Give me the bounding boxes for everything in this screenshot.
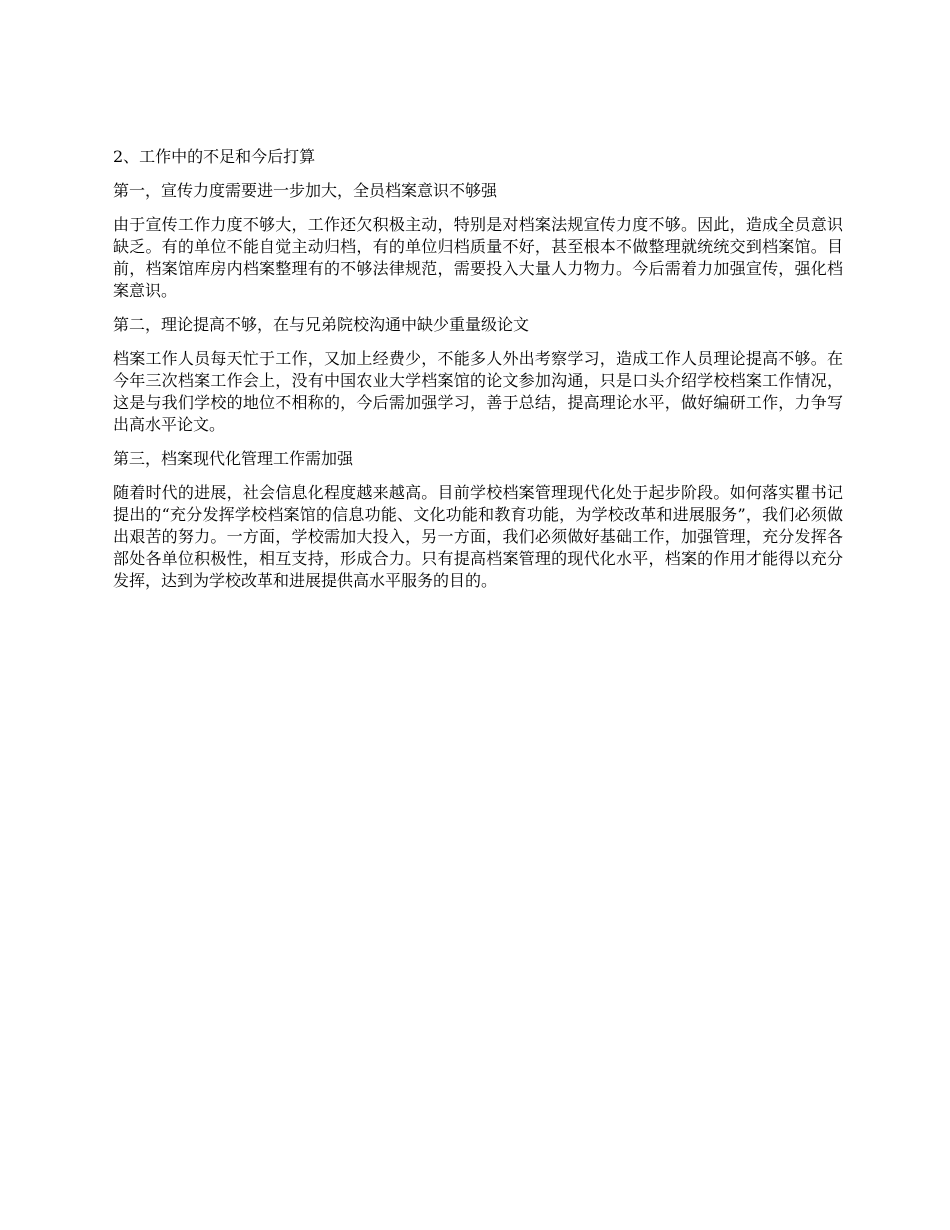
document-page [113,146,843,604]
item-heading-2: 第二，理论提高不够，在与兄弟院校沟通中缺少重量级论文 [113,315,530,334]
item-body-2: 档案工作人员每天忙于工作，又加上经费少，不能多人外出考察学习，造成工作人员理论提高不够。在今年三次档案工作会上，没有中国农业大学档案馆的论文参加沟通，只是口头介绍学校档案工作情况，这是与我们学校的地位不相称的，今后需加强学习，善于总结，提高理论水平，做好编研工作，力争写出高水平论文。 [113,349,843,434]
item-heading-3: 第三，档案现代化管理工作需加强 [113,449,354,468]
item-body-3: 随着时代的进展，社会信息化程度越来越高。目前学校档案管理现代化处于起步阶段。如何落实瞿书记提出的“充分发挥学校档案馆的信息功能、文化功能和教育功能，为学校改革和进展服务”，我们必须做出艰苦的努力。一方面，学校需加大投入，另一方面，我们必须做好基础工作，加强管理，充分发挥各部处各单位积极性，相互支持，形成合力。只有提高档案管理的现代化水平，档案的作用才能得以充分发挥，达到为学校改革和进展提供高水平服务的目的。 [113,483,843,590]
section-title: 2、工作中的不足和今后打算 [113,147,316,166]
item-body-1: 由于宣传工作力度不够大，工作还欠积极主动，特别是对档案法规宣传力度不够。因此，造成全员意识缺乏。有的单位不能自觉主动归档，有的单位归档质量不好，甚至根本不做整理就统统交到档案馆。目前，档案馆库房内档案整理有的不够法律规范，需要投入大量人力物力。今后需着力加强宣传，强化档案意识。 [113,215,843,300]
item-heading-1: 第一，宣传力度需要进一步加大，全员档案意识不够强 [113,181,498,200]
